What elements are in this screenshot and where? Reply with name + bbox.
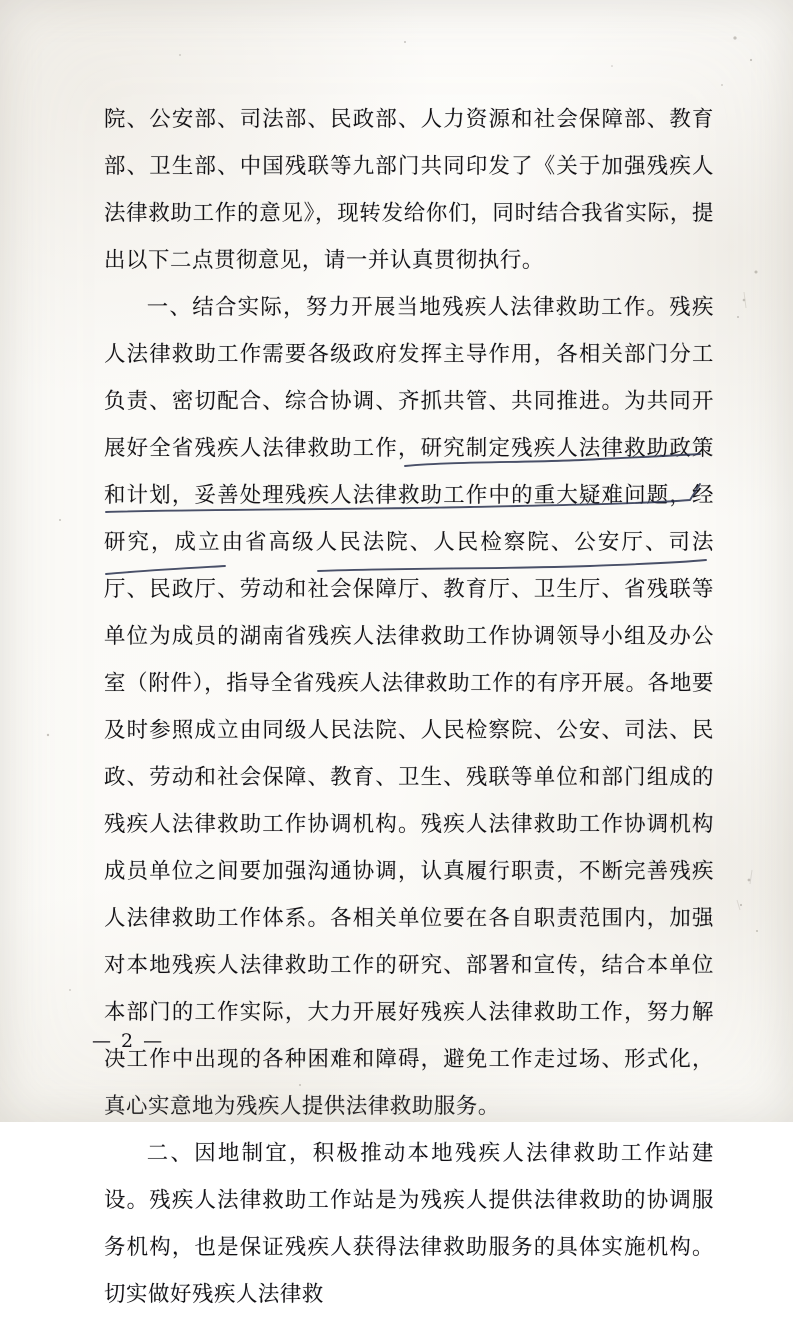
paragraph-2: 一、结合实际，努力开展当地残疾人法律救助工作。残疾人法律救助工作需要各级政府发挥主导作用，各相关部门分工负责、密切配合、综合协调、齐抓共管、共同推进。为共同开展好全省残疾人法律救助工作，研究制定残疾人法律救助政策和计划，妥善处理残疾人法律救助工作中的重大疑难问题，经研究，成立由省高级人民法院、人民检察院、公安厅、司法厅、民政厅、劳动和社会保障厅、教育厅、卫生厅、省残联等单位为成员的湖南省残疾人法律救助工作协调领导小组及办公室（附件），指导全省残疾人法律救助工作的有序开展。各地要及时参照成立由同级人民法院、人民检察院、公安、司法、民政、劳动和社会保障、教育、卫生、残联等单位和部门组成的残疾人法律救助工作协调机构。残疾人法律救助工作协调机构成员单位之间要加强沟通协调，认真履行职责，不断完善残疾人法律救助工作体系。各相关单位要在各自职责范围内，加强对本地残疾人法律救助工作的研究、部署和宣传，结合本单位本部门的工作实际，大力开展好残疾人法律救助工作，努力解决工作中出现的各种困难和障碍，避免工作走过场、形式化，真心实意地为残疾人提供法律救助服务。 [104, 295, 714, 1119]
page-number: — 2 — [92, 1030, 165, 1052]
document-body [104, 96, 714, 1318]
paragraph-1: 院、公安部、司法部、民政部、人力资源和社会保障部、教育部、卫生部、中国残联等九部门共同印发了《关于加强残疾人法律救助工作的意见》，现转发给你们，同时结合我省实际，提出以下二点贯彻意见，请一并认真贯彻执行。 [104, 107, 714, 273]
paragraph-3: 二、因地制宜，积极推动本地残疾人法律救助工作站建设。残疾人法律救助工作站是为残疾人提供法律救助的协调服务机构，也是保证残疾人获得法律救助服务的具体实施机构。切实做好残疾人法律救 [104, 1141, 714, 1307]
